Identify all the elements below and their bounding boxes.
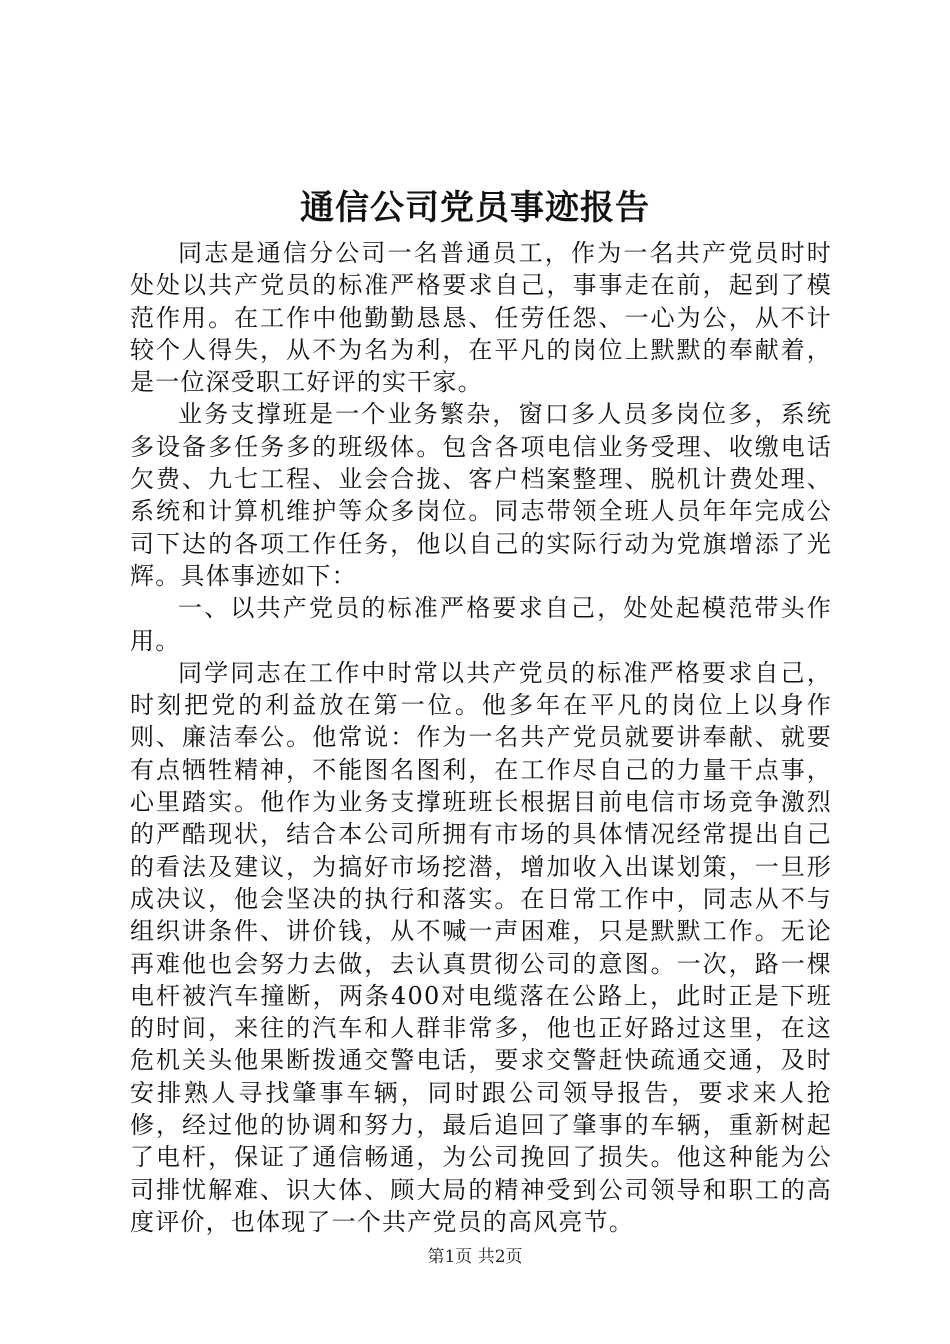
- paragraph-deeds: 同学同志在工作中时常以共产党员的标准严格要求自己，时刻把党的利益放在第一位。他多年在平凡的岗位上以身作则、廉洁奉公。他常说：作为一名共产党员就要讲奉献、就要有点牺牲精神，不能图名图利，在工作尽自己的力量干点事，心里踏实。他作为业务支撑班班长根据目前电信市场竞争激烈的严酷现状，结合本公司所拥有市场的具体情况经常提出自己的看法及建议，为搞好市场挖潜，增加收入出谋划策，一旦形成决议，他会坚决的执行和落实。在日常工作中，同志从不与组织讲条件、讲价钱，从不喊一声困难，只是默默工作。无论再难他也会努力去做，去认真贯彻公司的意图。一次，路一棵电杆被汽车撞断，两条400对电缆落在公路上，此时正是下班的时间，来往的汽车和人群非常多，他也正好路过这里，在这危机关头他果断拨通交警电话，要求交警赶快疏通交通，及时安排熟人寻找肇事车辆，同时跟公司领导报告，要求来人抢修，经过他的协调和努力，最后追回了肇事的车辆，重新树起了电杆，保证了通信畅通，为公司挽回了损失。他这种能为公司排忧解难、识大体、顾大局的精神受到公司领导和职工的高度评价，也体现了一个共产党员的高风亮节。: [130, 658, 832, 1236]
- paragraph-intro: 同志是通信分公司一名普通员工，作为一名共产党员时时处处以共产党员的标准严格要求自己，事事走在前，起到了模范作用。在工作中他勤勤恳恳、任劳任怨、一心为公，从不计较个人得失，从不为名为利，在平凡的岗位上默默的奉献着，是一位深受职工好评的实干家。: [130, 239, 832, 397]
- paragraph-section-heading: 一、以共产党员的标准严格要求自己，处处起模范带头作用。: [130, 594, 832, 655]
- paragraph-team-overview: 业务支撑班是一个业务繁杂，窗口多人员多岗位多，系统多设备多任务多的班级体。包含各项电信业务受理、收缴电话欠费、九七工程、业会合拢、客户档案整理、脱机计费处理、系统和计算机维护等众多岗位。同志带领全班人员年年完成公司下达的各项工作任务，他以自己的实际行动为党旗增添了光辉。具体事迹如下：: [130, 400, 832, 590]
- document-title: 通信公司党员事迹报告: [300, 188, 650, 228]
- page-number-footer: 第1页 共2页: [427, 1247, 523, 1267]
- document-body: [130, 237, 832, 1238]
